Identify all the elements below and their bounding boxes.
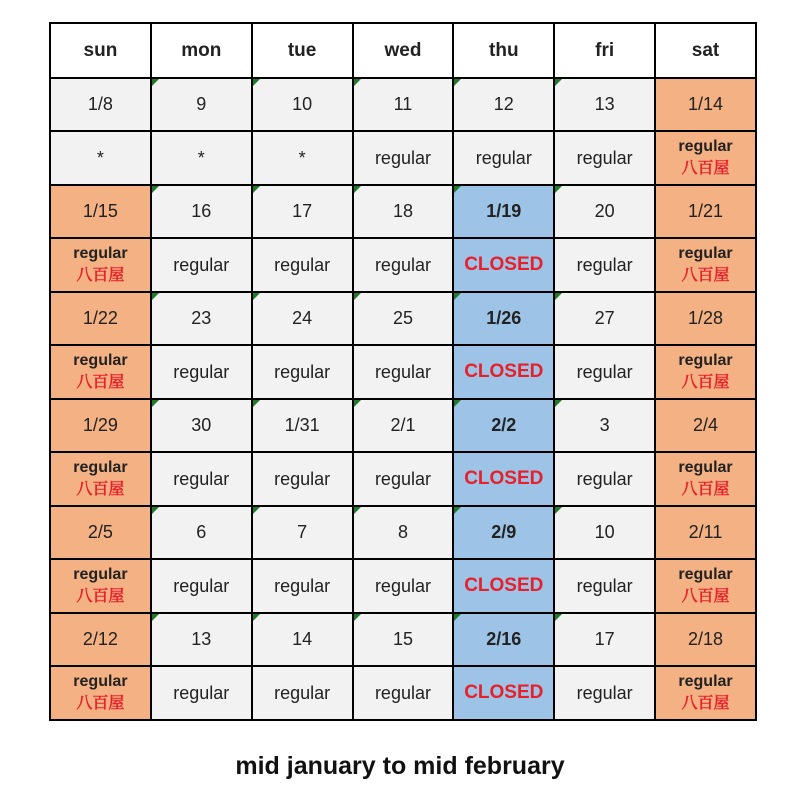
date-cell: 15 (353, 613, 454, 666)
date-row (50, 506, 756, 559)
date-row (50, 78, 756, 131)
comment-marker-icon (354, 293, 361, 300)
comment-marker-icon (555, 507, 562, 514)
shop-note: 八百屋 (681, 588, 730, 605)
date-cell: 1/21 (655, 185, 756, 238)
date-cell: 23 (151, 292, 252, 345)
date-cell: 2/18 (655, 613, 756, 666)
comment-marker-icon (253, 186, 260, 193)
date-cell: 1/19 (453, 185, 554, 238)
comment-marker-icon (354, 186, 361, 193)
status-cell (655, 452, 756, 506)
date-cell: 2/12 (50, 613, 151, 666)
date-cell: 1/28 (655, 292, 756, 345)
status-label: regular (678, 245, 733, 262)
status-cell: regular (353, 452, 454, 506)
status-cell: regular (353, 238, 454, 292)
comment-marker-icon (354, 79, 361, 86)
comment-marker-icon (253, 293, 260, 300)
shop-note: 八百屋 (681, 481, 730, 498)
status-row (50, 131, 756, 185)
status-cell: regular (554, 666, 655, 720)
status-label: regular (73, 459, 128, 476)
header-row (50, 23, 756, 78)
status-cell: regular (252, 452, 353, 506)
status-cell (50, 666, 151, 720)
comment-marker-icon (454, 400, 461, 407)
status-cell: regular (453, 131, 554, 185)
comment-marker-icon (454, 507, 461, 514)
status-cell: regular (554, 238, 655, 292)
date-cell: 1/8 (50, 78, 151, 131)
date-cell: 10 (554, 506, 655, 559)
status-cell: regular (353, 345, 454, 399)
status-row (50, 666, 756, 720)
comment-marker-icon (152, 400, 159, 407)
status-cell: regular (353, 666, 454, 720)
status-cell: regular (353, 131, 454, 185)
shop-note: 八百屋 (76, 481, 125, 498)
date-cell: 27 (554, 292, 655, 345)
status-cell: regular (151, 345, 252, 399)
status-cell: regular (252, 238, 353, 292)
comment-marker-icon (152, 186, 159, 193)
status-cell: regular (252, 666, 353, 720)
status-cell (453, 559, 554, 613)
status-cell: regular (554, 345, 655, 399)
date-cell: 2/16 (453, 613, 554, 666)
date-cell: 24 (252, 292, 353, 345)
comment-marker-icon (253, 400, 260, 407)
comment-marker-icon (354, 400, 361, 407)
date-cell: 12 (453, 78, 554, 131)
date-cell: 1/29 (50, 399, 151, 452)
date-cell: 7 (252, 506, 353, 559)
comment-marker-icon (354, 507, 361, 514)
status-label: regular (73, 245, 128, 262)
date-cell: 6 (151, 506, 252, 559)
date-row (50, 292, 756, 345)
status-cell (50, 345, 151, 399)
date-cell: 16 (151, 185, 252, 238)
status-row (50, 452, 756, 506)
closed-label: CLOSED (464, 361, 544, 382)
day-header-tue: tue (252, 23, 353, 78)
date-cell: 13 (554, 78, 655, 131)
date-row (50, 399, 756, 452)
comment-marker-icon (454, 79, 461, 86)
date-cell: 17 (252, 185, 353, 238)
shop-note: 八百屋 (681, 160, 730, 177)
date-cell: 2/2 (453, 399, 554, 452)
date-cell: 20 (554, 185, 655, 238)
status-label: regular (73, 566, 128, 583)
date-cell: 3 (554, 399, 655, 452)
day-header-thu: thu (453, 23, 554, 78)
status-label: regular (678, 138, 733, 155)
date-cell: 1/22 (50, 292, 151, 345)
status-cell (453, 345, 554, 399)
status-cell: regular (151, 238, 252, 292)
date-cell: 13 (151, 613, 252, 666)
status-cell (453, 666, 554, 720)
date-cell: 2/9 (453, 506, 554, 559)
date-row (50, 185, 756, 238)
day-header-fri: fri (554, 23, 655, 78)
comment-marker-icon (555, 293, 562, 300)
status-label: regular (678, 673, 733, 690)
status-cell: regular (151, 452, 252, 506)
date-cell: 14 (252, 613, 353, 666)
status-cell: * (50, 131, 151, 185)
closed-label: CLOSED (464, 682, 544, 703)
calendar-table (49, 22, 757, 721)
day-header-mon: mon (151, 23, 252, 78)
date-cell: 11 (353, 78, 454, 131)
status-cell (655, 559, 756, 613)
comment-marker-icon (555, 614, 562, 621)
status-cell (453, 452, 554, 506)
status-cell (50, 238, 151, 292)
calendar-body (50, 78, 756, 720)
status-cell: regular (151, 559, 252, 613)
status-cell (50, 452, 151, 506)
status-cell: * (252, 131, 353, 185)
date-cell: 2/1 (353, 399, 454, 452)
shop-note: 八百屋 (681, 267, 730, 284)
shop-note: 八百屋 (681, 695, 730, 712)
comment-marker-icon (354, 614, 361, 621)
status-row (50, 238, 756, 292)
date-cell: 25 (353, 292, 454, 345)
shop-note: 八百屋 (76, 588, 125, 605)
comment-marker-icon (555, 400, 562, 407)
date-cell: 30 (151, 399, 252, 452)
status-cell: regular (252, 345, 353, 399)
comment-marker-icon (152, 293, 159, 300)
comment-marker-icon (253, 614, 260, 621)
shop-note: 八百屋 (76, 267, 125, 284)
status-cell (655, 666, 756, 720)
comment-marker-icon (454, 186, 461, 193)
date-cell: 1/14 (655, 78, 756, 131)
comment-marker-icon (253, 79, 260, 86)
status-cell (50, 559, 151, 613)
shop-note: 八百屋 (681, 374, 730, 391)
status-row (50, 559, 756, 613)
comment-marker-icon (152, 507, 159, 514)
date-cell: 18 (353, 185, 454, 238)
status-label: regular (73, 352, 128, 369)
day-header-wed: wed (353, 23, 454, 78)
date-cell: 10 (252, 78, 353, 131)
status-cell: regular (554, 131, 655, 185)
status-cell: regular (252, 559, 353, 613)
status-cell: regular (151, 666, 252, 720)
status-cell (655, 131, 756, 185)
status-row (50, 345, 756, 399)
status-cell: regular (353, 559, 454, 613)
day-header-sat: sat (655, 23, 756, 78)
comment-marker-icon (555, 186, 562, 193)
status-cell (655, 345, 756, 399)
status-cell: regular (554, 559, 655, 613)
comment-marker-icon (152, 79, 159, 86)
shop-note: 八百屋 (76, 695, 125, 712)
date-cell: 9 (151, 78, 252, 131)
date-cell: 1/31 (252, 399, 353, 452)
status-cell: * (151, 131, 252, 185)
status-label: regular (678, 566, 733, 583)
date-cell: 17 (554, 613, 655, 666)
comment-marker-icon (555, 79, 562, 86)
date-row (50, 613, 756, 666)
comment-marker-icon (454, 293, 461, 300)
status-label: regular (678, 352, 733, 369)
closed-label: CLOSED (464, 468, 544, 489)
status-cell: regular (554, 452, 655, 506)
status-label: regular (678, 459, 733, 476)
date-cell: 8 (353, 506, 454, 559)
status-cell (655, 238, 756, 292)
date-cell: 1/26 (453, 292, 554, 345)
comment-marker-icon (454, 614, 461, 621)
status-label: regular (73, 673, 128, 690)
closed-label: CLOSED (464, 575, 544, 596)
calendar-caption: mid january to mid february (235, 752, 565, 780)
comment-marker-icon (152, 614, 159, 621)
shop-note: 八百屋 (76, 374, 125, 391)
status-cell (453, 238, 554, 292)
date-cell: 2/4 (655, 399, 756, 452)
date-cell: 2/5 (50, 506, 151, 559)
date-cell: 1/15 (50, 185, 151, 238)
comment-marker-icon (253, 507, 260, 514)
day-header-sun: sun (50, 23, 151, 78)
date-cell: 2/11 (655, 506, 756, 559)
closed-label: CLOSED (464, 254, 544, 275)
